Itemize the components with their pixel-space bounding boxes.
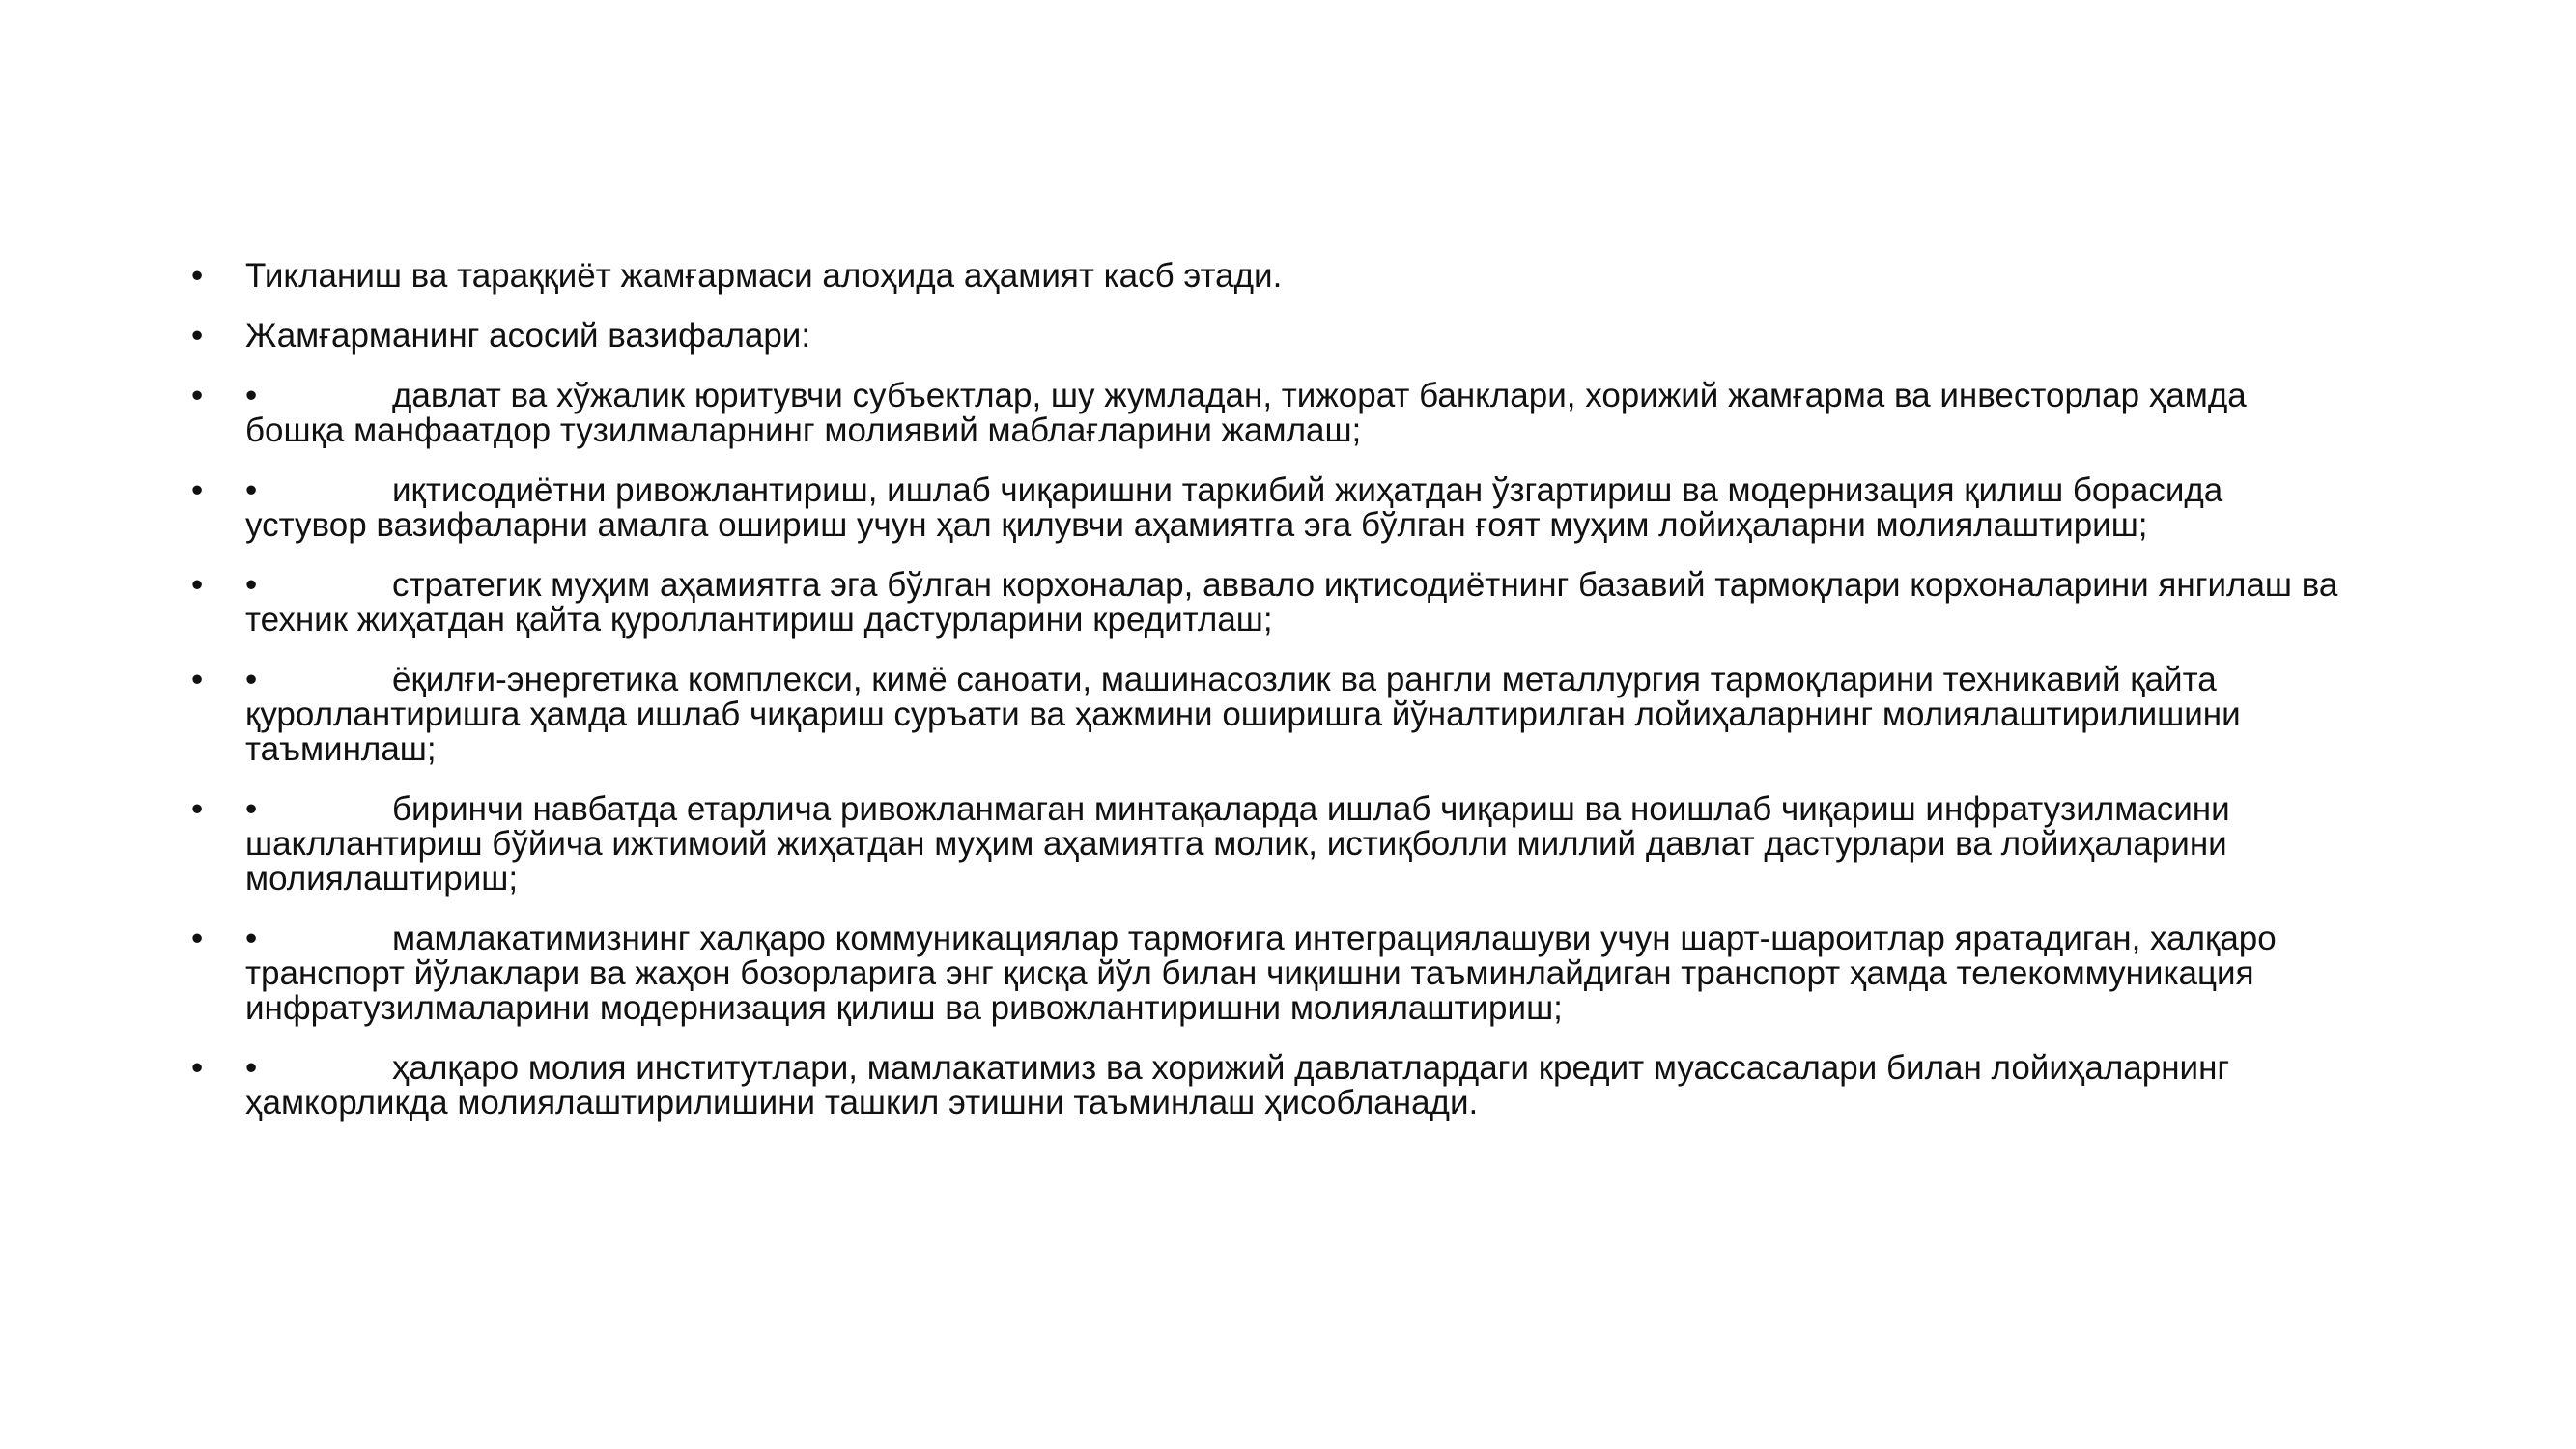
bullet-icon: • xyxy=(191,920,204,957)
list-item xyxy=(184,319,2347,354)
bullet-list xyxy=(184,259,2347,1146)
list-item xyxy=(184,792,2347,896)
inner-bullet-icon: • xyxy=(245,377,258,414)
bullet-icon: • xyxy=(191,1049,204,1087)
inner-bullet-icon: • xyxy=(245,471,258,509)
list-item-text: иқтисодиётни ривожлантириш, ишлаб чиқаришни таркибий жиҳатдан ўзгартириш ва модернизация қилиш борасида устувор вазифаларни амалга ошириш учун ҳал қилувчи аҳамиятга эга бўлган ғоят муҳим лойиҳаларни молиялаштириш; xyxy=(245,471,2223,544)
list-item xyxy=(184,473,2347,543)
list-item-text: ёқилғи-энергетика комплекси, кимё саноати, машинасозлик ва рангли металлургия тармоқларини техникавий қайта қуроллантиришга ҳамда ишлаб чиқариш суръати ва ҳажмини оширишга йўналтирилган лойиҳаларнинг молиялаштирилишини таъминлаш; xyxy=(245,661,2241,768)
inner-bullet-icon: • xyxy=(245,661,258,698)
list-item-text: Жамғарманинг асосий вазифалари: xyxy=(245,317,811,355)
bullet-icon: • xyxy=(191,377,204,414)
list-item xyxy=(184,379,2347,448)
list-item xyxy=(184,259,2347,294)
bullet-icon: • xyxy=(191,317,204,355)
list-item xyxy=(184,922,2347,1026)
inner-bullet-icon: • xyxy=(245,1049,258,1087)
list-item-text: ҳалқаро молия институтлари, мамлакатимиз ва хорижий давлатлардаги кредит муассасалари билан лойиҳаларнинг ҳамкорликда молиялаштирилишини ташкил этишни таъминлаш ҳисобланади. xyxy=(245,1049,2230,1122)
bullet-icon: • xyxy=(191,471,204,509)
inner-bullet-icon: • xyxy=(245,790,258,828)
list-item-text: мамлакатимизнинг халқаро коммуникациялар тармоғига интеграциялашуви учун шарт-шароитлар яратадиган, халқаро транспорт йўлаклари ва жаҳон бозорларига энг қисқа йўл билан чиқишни таъминлайдиган транспорт ҳамда телекоммуникация инфратузилмаларини модернизация қилиш ва ривожлантиришни молиялаштириш; xyxy=(245,920,2277,1027)
bullet-icon: • xyxy=(191,790,204,828)
list-item-text: Тикланиш ва тараққиёт жамғармаси алоҳида аҳамият касб этади. xyxy=(245,257,1283,295)
bullet-icon: • xyxy=(191,257,204,295)
bullet-icon: • xyxy=(191,661,204,698)
inner-bullet-icon: • xyxy=(245,566,258,604)
inner-bullet-icon: • xyxy=(245,920,258,957)
list-item xyxy=(184,663,2347,767)
list-item xyxy=(184,1051,2347,1121)
list-item-text: стратегик муҳим аҳамиятга эга бўлган корхоналар, аввало иқтисодиётнинг базавий тармоқлари корхоналарини янгилаш ва техник жиҳатдан қайта қуроллантириш дастурларини кредитлаш; xyxy=(245,566,2338,639)
bullet-icon: • xyxy=(191,566,204,604)
list-item-text: биринчи навбатда етарлича ривожланмаган минтақаларда ишлаб чиқариш ва ноишлаб чиқариш инфратузилмасини шакллантириш бўйича ижтимоий жиҳатдан муҳим аҳамиятга молик, истиқболли миллий давлат дастурлари ва лойиҳаларини молиялаштириш; xyxy=(245,790,2230,897)
list-item xyxy=(184,568,2347,638)
list-item-text: давлат ва хўжалик юритувчи субъектлар, шу жумладан, тижорат банклари, хорижий жамғарма ва инвесторлар ҳамда бошқа манфаатдор тузилмаларнинг молиявий маблағларини жамлаш; xyxy=(245,377,2247,449)
